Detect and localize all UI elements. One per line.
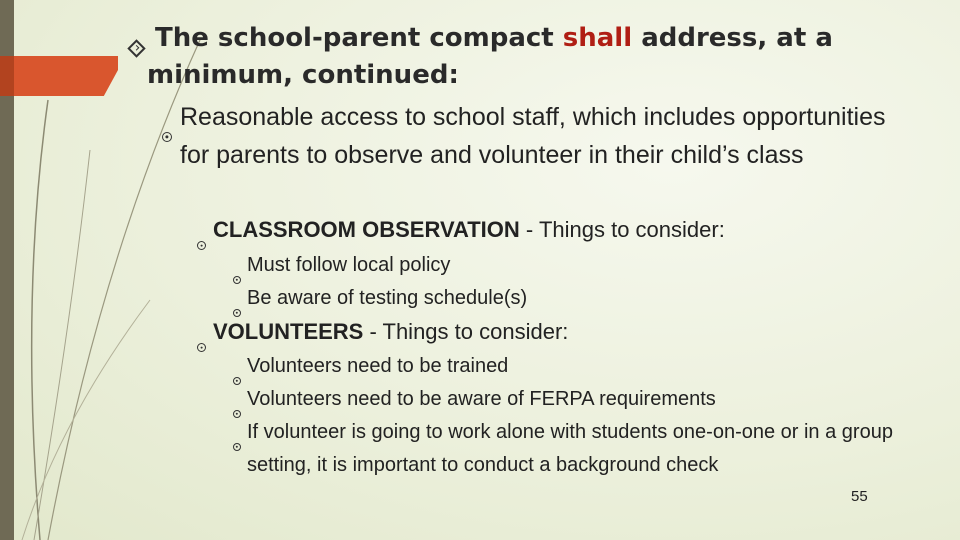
slide-title xyxy=(130,20,850,94)
observation-item xyxy=(233,249,943,282)
volunteers-item-text: Volunteers need to be trained xyxy=(247,355,509,377)
observation-bullet-text xyxy=(197,215,725,245)
bullet-dot-icon xyxy=(197,228,206,258)
slide-title-text xyxy=(130,20,850,94)
diamond-arrow-bullet-icon xyxy=(130,29,143,66)
volunteers-heading: VOLUNTEERS xyxy=(213,319,364,344)
title-accent-word: shall xyxy=(562,23,633,53)
volunteers-bullet-text xyxy=(197,317,568,347)
observation-suffix: - Things to consider: xyxy=(519,217,725,242)
level1-bullet xyxy=(162,98,902,174)
volunteers-item xyxy=(233,383,943,416)
observation-item-text: Must follow local policy xyxy=(247,254,451,276)
volunteers-item xyxy=(233,350,943,383)
observation-bullet xyxy=(197,215,725,245)
volunteers-item xyxy=(233,416,943,482)
title-part-2: address, at a xyxy=(632,23,833,53)
level1-bullet-text: Reasonable access to school staff, which includes opportunities for parents to observe and volunteer in their child’s class xyxy=(180,103,886,169)
observation-heading: CLASSROOM OBSERVATION xyxy=(213,217,520,242)
title-line-2: minimum, continued: xyxy=(147,60,459,90)
volunteers-item-text: If volunteer is going to work alone with students one-on-one or in a group setting, it is important to conduct a background check xyxy=(247,421,893,476)
volunteers-suffix: - Things to consider: xyxy=(363,319,569,344)
page-number: 55 xyxy=(851,488,868,505)
bullet-dot-icon xyxy=(233,429,241,462)
observation-item xyxy=(233,282,943,315)
bullet-dot-icon xyxy=(197,330,206,360)
bullet-dot-icon xyxy=(162,115,172,153)
observation-item-text: Be aware of testing schedule(s) xyxy=(247,287,528,309)
volunteers-bullet xyxy=(197,317,568,347)
title-part-1: The school-parent compact xyxy=(155,23,563,53)
volunteers-item-text: Volunteers need to be aware of FERPA requirements xyxy=(247,388,716,410)
